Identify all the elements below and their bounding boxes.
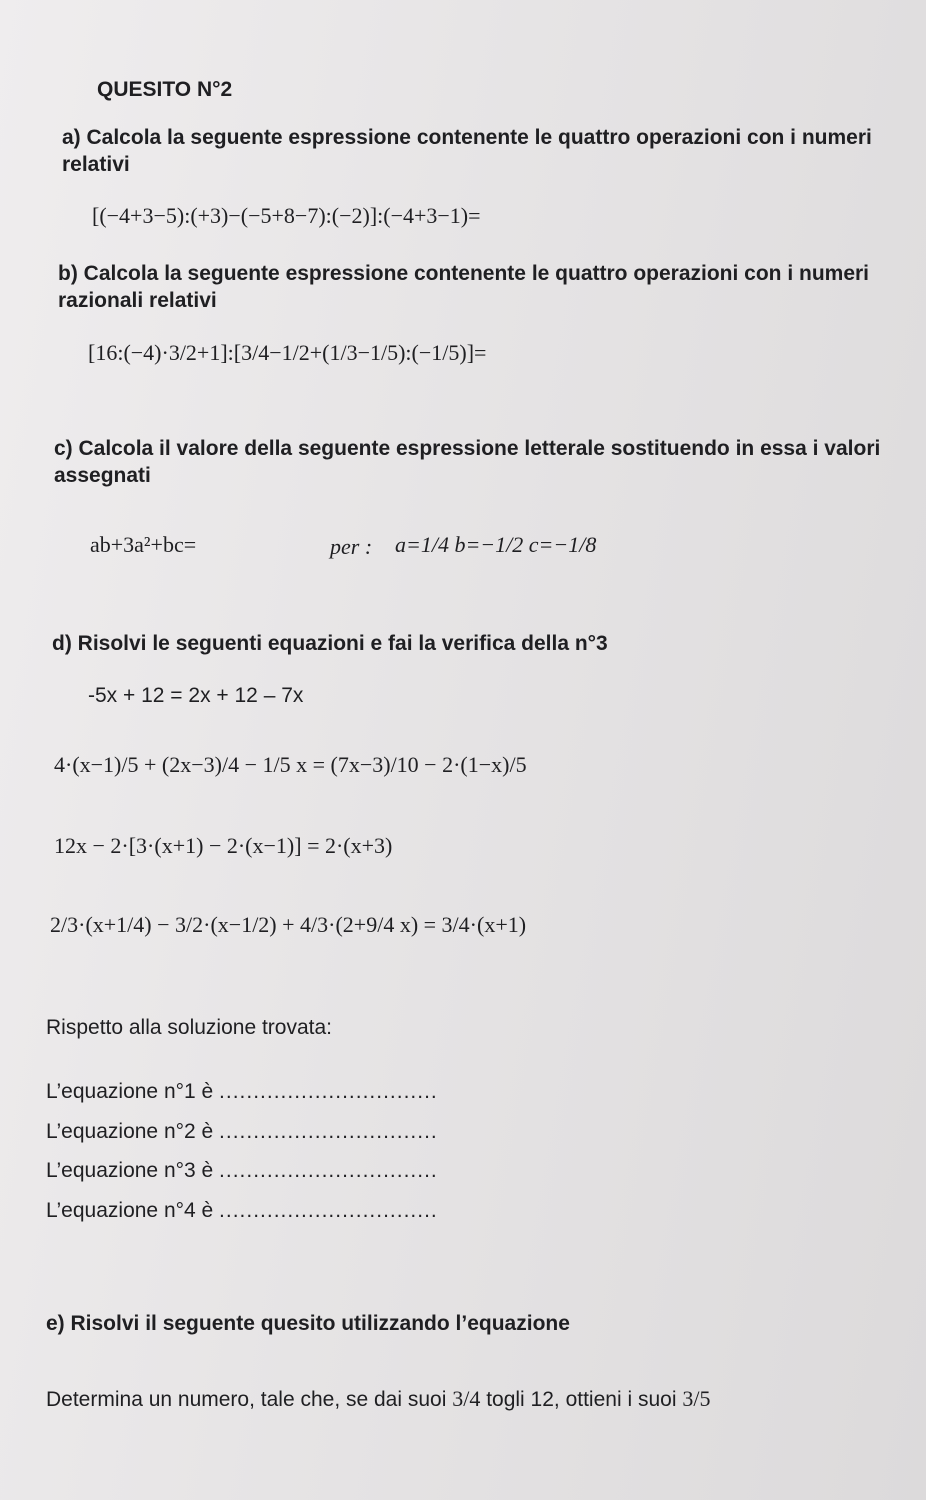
- expression-b: [16:(−4)·3/2+1]:[3/4−1/2+(1/3−1/5):(−1/5)]=: [88, 340, 487, 365]
- section-b-title: b) Calcola la seguente espressione contenente le quattro operazioni con i numeri razionali relativi: [58, 262, 870, 312]
- values-c: a=1/4 b=−1/2 c=−1/8: [395, 532, 597, 557]
- problem-text: [46, 1386, 710, 1412]
- answer-blank[interactable]: ................................: [219, 1199, 438, 1222]
- answer-blank[interactable]: ................................: [219, 1080, 438, 1103]
- equation-4: 2/3·(x+1/4) − 3/2·(x−1/2) + 4/3·(2+9/4 x) = 3/4·(x+1): [50, 912, 527, 937]
- respect-line-label: L’equazione n°1 è: [46, 1080, 220, 1103]
- fraction-2: 3/5: [682, 1386, 711, 1411]
- equation-2: 4·(x−1)/5 + (2x−3)/4 − 1/5 x = (7x−3)/10 − 2·(1−x)/5: [54, 752, 527, 777]
- respect-line: [46, 1120, 438, 1144]
- expression-c: ab+3a²+bc=: [90, 532, 197, 557]
- respect-line-label: L’equazione n°3 è: [46, 1159, 220, 1182]
- page-title: QUESITO N°2: [97, 78, 233, 101]
- problem-text-2: togli 12, ottieni i suoi: [486, 1388, 677, 1411]
- section-d-title: d) Risolvi le seguenti equazioni e fai la verifica della n°3: [52, 632, 608, 655]
- respect-line: [46, 1159, 438, 1183]
- respect-line-label: L’equazione n°2 è: [46, 1120, 220, 1143]
- problem-text-1: Determina un numero, tale che, se dai suoi: [46, 1388, 447, 1411]
- per-label: per :: [330, 534, 373, 559]
- answer-blank[interactable]: ................................: [219, 1120, 438, 1143]
- section-c-title: c) Calcola il valore della seguente espressione letterale sostituendo in essa i valori assegnati: [54, 437, 881, 487]
- section-a-title: a) Calcola la seguente espressione contenente le quattro operazioni con i numeri relativi: [62, 126, 872, 176]
- respect-intro: Rispetto alla soluzione trovata:: [46, 1016, 332, 1039]
- respect-line-label: L’equazione n°4 è: [46, 1199, 220, 1222]
- respect-line: [46, 1199, 438, 1223]
- answer-blank[interactable]: ................................: [219, 1159, 438, 1182]
- equation-3: 12x − 2·[3·(x+1) − 2·(x−1)] = 2·(x+3): [54, 833, 393, 858]
- fraction-1: 3/4: [452, 1386, 481, 1411]
- respect-line: [46, 1080, 438, 1104]
- equation-1: -5x + 12 = 2x + 12 – 7x: [88, 684, 304, 707]
- section-e-title: e) Risolvi il seguente quesito utilizzando l’equazione: [46, 1312, 570, 1335]
- expression-a: [(−4+3−5):(+3)−(−5+8−7):(−2)]:(−4+3−1)=: [92, 203, 481, 228]
